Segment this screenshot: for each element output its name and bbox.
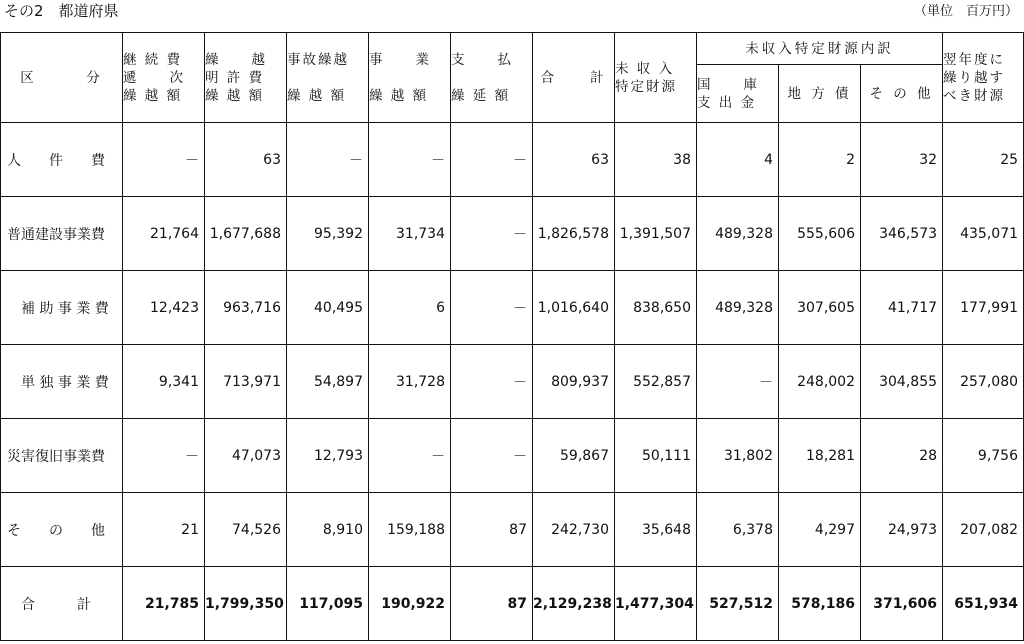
table-row: [1, 493, 1024, 567]
header-sonota: そ の 他: [861, 65, 943, 123]
header-jigyo: 事 業 繰 越 額: [369, 33, 451, 123]
cell: 6: [369, 271, 451, 345]
cell: 32: [861, 123, 943, 197]
header-mishunyu: 未 収 入 特定財源: [615, 33, 697, 123]
header-shiharai: 支 払 繰 延 額: [451, 33, 533, 123]
row-label: 普通建設事業費: [1, 197, 123, 271]
cell: 489,328: [697, 271, 779, 345]
cell: 552,857: [615, 345, 697, 419]
row-label: 補 助 事 業 費: [1, 271, 123, 345]
cell: 1,016,640: [533, 271, 615, 345]
row-label: 単 独 事 業 費: [1, 345, 123, 419]
header-chihosai: 地 方 債: [779, 65, 861, 123]
cell: 25: [943, 123, 1024, 197]
cell: 50,111: [615, 419, 697, 493]
table-caption: その2 都道府県: [4, 2, 119, 20]
cell: 555,606: [779, 197, 861, 271]
cell: 12,793: [287, 419, 369, 493]
cell: 1,477,304: [615, 567, 697, 641]
cell: 24,973: [861, 493, 943, 567]
cell: 95,392: [287, 197, 369, 271]
cell: 40,495: [287, 271, 369, 345]
cell: 242,730: [533, 493, 615, 567]
cell: 18,281: [779, 419, 861, 493]
cell: 713,971: [205, 345, 287, 419]
cell: 963,716: [205, 271, 287, 345]
cell: 8,910: [287, 493, 369, 567]
cell: 489,328: [697, 197, 779, 271]
cell: 28: [861, 419, 943, 493]
header-kubun: 区 分: [1, 33, 123, 123]
cell: 1,799,350: [205, 567, 287, 641]
cell: 2,129,238: [533, 567, 615, 641]
cell: 63: [205, 123, 287, 197]
cell: －: [123, 123, 205, 197]
header-meikyo: 繰 越 明 許 費 繰 越 額: [205, 33, 287, 123]
cell: 307,605: [779, 271, 861, 345]
table-row: [1, 123, 1024, 197]
cell: －: [451, 123, 533, 197]
cell: 304,855: [861, 345, 943, 419]
cell: 117,095: [287, 567, 369, 641]
cell: 9,341: [123, 345, 205, 419]
cell: 435,071: [943, 197, 1024, 271]
cell: 12,423: [123, 271, 205, 345]
cell: 21,764: [123, 197, 205, 271]
table-row: [1, 197, 1024, 271]
header-goukei: 合 計: [533, 33, 615, 123]
cell: 1,391,507: [615, 197, 697, 271]
cell: 63: [533, 123, 615, 197]
cell: 346,573: [861, 197, 943, 271]
row-label: 人 件 費: [1, 123, 123, 197]
cell: 47,073: [205, 419, 287, 493]
cell: －: [369, 123, 451, 197]
cell: 35,648: [615, 493, 697, 567]
header-keizoku: 継 続 費 遞 次 繰 越 額: [123, 33, 205, 123]
cell: 21: [123, 493, 205, 567]
cell: 527,512: [697, 567, 779, 641]
cell: 87: [451, 567, 533, 641]
cell: 41,717: [861, 271, 943, 345]
cell: 190,922: [369, 567, 451, 641]
total-row: [1, 567, 1024, 641]
cell: －: [287, 123, 369, 197]
cell: －: [451, 197, 533, 271]
cell: －: [369, 419, 451, 493]
total-label: 合 計: [1, 567, 123, 641]
cell: 207,082: [943, 493, 1024, 567]
table-row: [1, 271, 1024, 345]
cell: 59,867: [533, 419, 615, 493]
header-kokko: 国 庫 支 出 金: [697, 65, 779, 123]
cell: 257,080: [943, 345, 1024, 419]
settlement-table: [0, 32, 1024, 641]
cell: 1,677,688: [205, 197, 287, 271]
cell: 31,802: [697, 419, 779, 493]
row-label: そ の 他: [1, 493, 123, 567]
table-row: [1, 419, 1024, 493]
cell: 159,188: [369, 493, 451, 567]
cell: 31,734: [369, 197, 451, 271]
cell: －: [123, 419, 205, 493]
cell: 651,934: [943, 567, 1024, 641]
table-row: [1, 345, 1024, 419]
cell: －: [451, 345, 533, 419]
cell: 31,728: [369, 345, 451, 419]
cell: 74,526: [205, 493, 287, 567]
cell: 809,937: [533, 345, 615, 419]
cell: 578,186: [779, 567, 861, 641]
cell: －: [451, 419, 533, 493]
cell: 371,606: [861, 567, 943, 641]
header-yokunendo: 翌年度に 繰り越す べき財源: [943, 33, 1024, 123]
row-label: 災害復旧事業費: [1, 419, 123, 493]
cell: 9,756: [943, 419, 1024, 493]
cell: 38: [615, 123, 697, 197]
cell: 2: [779, 123, 861, 197]
cell: 54,897: [287, 345, 369, 419]
cell: 1,826,578: [533, 197, 615, 271]
header-jiko: 事故繰越 繰 越 額: [287, 33, 369, 123]
cell: 21,785: [123, 567, 205, 641]
cell: 4: [697, 123, 779, 197]
cell: －: [451, 271, 533, 345]
cell: －: [697, 345, 779, 419]
cell: 177,991: [943, 271, 1024, 345]
cell: 248,002: [779, 345, 861, 419]
cell: 4,297: [779, 493, 861, 567]
unit-label: （単位 百万円）: [913, 4, 1018, 19]
cell: 87: [451, 493, 533, 567]
cell: 6,378: [697, 493, 779, 567]
header-uchiwake: 未収入特定財源内訳: [697, 33, 943, 65]
cell: 838,650: [615, 271, 697, 345]
